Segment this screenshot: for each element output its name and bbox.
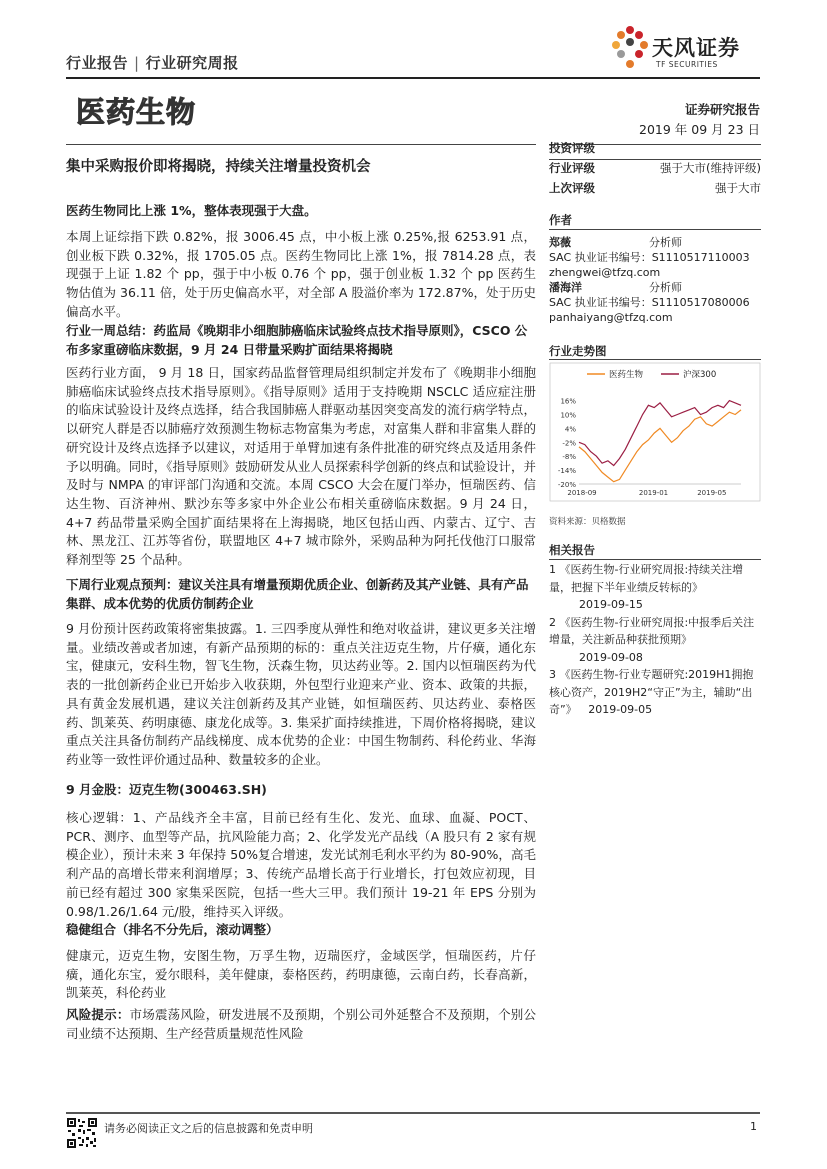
header-divider xyxy=(66,77,760,79)
section-risk xyxy=(66,1006,536,1043)
author-email[interactable]: zhengwei@tfzq.com xyxy=(549,266,661,279)
trend-divider xyxy=(549,359,761,360)
author-name: 潘海洋 xyxy=(549,281,582,294)
section-summary-body: 本周上证综指下跌 0.82%，报 3006.45 点，中小板上涨 0.25%,报 6253.91 点，创业板下跌 0.32%，报 1705.05 点。医药生物同比上涨 1%，报 7814.28 点，表现强于上证 1.82 个 pp，强于中小板 0.76 个 pp，强于创业板 1.32 个 pp 医药生物估值为 36.11 倍，处于历史偏高水平，对全部 A 股溢价率为 172.87%，处于历史偏高水平。 xyxy=(66,229,536,319)
series-line xyxy=(579,410,741,482)
section-weekly-title: 行业一周总结：药监局《晚期非小细胞肺癌临床试验终点技术指导原则》，CSCO 公布多家重磅临床数据，9 月 24 日带量采购扩面结果将揭晓 xyxy=(66,323,528,357)
section-outlook-title: 下周行业观点预判：建议关注具有增量预期优质企业、创新药及其产业链、具有产品集群、成本优势的优质仿制药企业 xyxy=(66,577,529,611)
y-tick-label: -8% xyxy=(562,453,576,462)
author-role: 分析师 xyxy=(649,281,682,294)
headline: 集中采购报价即将揭晓，持续关注增量投资机会 xyxy=(66,159,371,175)
rating-value: 强于大市(维持评级) xyxy=(660,161,761,175)
y-tick-label: -20% xyxy=(557,481,576,489)
related-item-title: 2 《医药生物-行业研究周报:中报季后关注增量，关注新品种获批预期》 xyxy=(549,615,755,646)
rating-label: 上次评级 xyxy=(549,181,595,195)
risk-body: 市场震荡风险，研发进展不及预期，个别公司外延整合不及预期，个别公司业绩不达预期、生产经营质量规范性风险 xyxy=(66,1007,536,1041)
page-number: 1 xyxy=(750,1120,757,1133)
author-email[interactable]: panhaiyang@tfzq.com xyxy=(549,311,673,324)
related-block xyxy=(549,542,761,558)
subcategory-label: 行业研究周报 xyxy=(145,54,239,72)
category-label: 行业报告 xyxy=(66,54,129,72)
section-outlook-body: 9 月份预计医药政策将密集披露。1. 三四季度从弹性和绝对收益讲，建议更多关注增量。业绩改善或者加速，有新产品预期的标的：重点关注迈克生物，片仔癀，通化东宝，健康元，安科生物，智飞生物，沃森生物，贝达药业等。2. 国内以恒瑞医药为代表的一批创新药企业已开始步入收获期，外包型行业迎来产业、资本、政策的共振，具有黄金发展机遇，建议关注创新药及其产业链，如恒瑞医药、贝达药业、泰格医药、凯莱英、药明康德、康龙化成等。3. 集采扩面持续推进，下周价格将揭晓，建议重点关注具备仿制药产品线梯度、成本优势的企业：中国生物制药、科伦药业、华海药业等一致性评价通过品种、数量较多的企业。 xyxy=(66,621,536,767)
rating-divider xyxy=(549,159,761,160)
trend-chart xyxy=(549,362,761,502)
author-cert: SAC 执业证书编号：S1110517080006 xyxy=(549,296,750,309)
x-tick-label: 2019-01 xyxy=(638,489,669,497)
series-line xyxy=(579,401,741,466)
rating-label: 行业评级 xyxy=(549,161,595,175)
author-entry xyxy=(549,280,761,325)
related-item-date: 2019-09-05 xyxy=(588,703,653,716)
related-title: 相关报告 xyxy=(549,543,595,557)
related-item-title: 1 《医药生物-行业研究周报:持续关注增量，把握下半年业绩反转标的》 xyxy=(549,563,744,594)
related-item[interactable] xyxy=(549,561,761,614)
author-entry xyxy=(549,235,761,280)
author-cert: SAC 执业证书编号：S1110517110003 xyxy=(549,251,750,264)
rating-block xyxy=(549,140,761,196)
related-item-title: 3 《医药生物-行业专题研究:2019H1拥抱核心资产，2019H2“守正”为主，辅助“出奇”》 xyxy=(549,668,754,716)
y-tick-label: -2% xyxy=(562,439,576,448)
rating-value: 强于大市 xyxy=(715,181,761,195)
y-tick-label: -14% xyxy=(557,467,576,476)
x-tick-label: 2019-05 xyxy=(697,489,727,497)
related-item-date: 2019-09-15 xyxy=(579,598,643,611)
trend-title: 行业走势图 xyxy=(549,344,607,358)
y-tick-label: 4% xyxy=(564,425,576,434)
section-pick-title: 9 月金股：迈克生物(300463.SH) xyxy=(66,782,267,797)
report-type: 证券研究报告 xyxy=(684,102,760,117)
legend-label: 医药生物 xyxy=(609,370,644,380)
brand-logo xyxy=(608,24,768,76)
authors-block xyxy=(549,212,761,228)
risk-label: 风险提示： xyxy=(66,1007,130,1022)
author-role: 分析师 xyxy=(649,236,682,249)
brand-name-cn: 天风证券 xyxy=(652,36,740,60)
related-item[interactable] xyxy=(549,614,761,667)
y-tick-label: 10% xyxy=(560,411,576,420)
rating-row xyxy=(549,180,761,196)
section-summary-title: 医药生物同比上涨 1%，整体表现强于大盘。 xyxy=(66,203,317,218)
sector-title: 医药生物 xyxy=(76,95,197,129)
brand-name-en: TF SECURITIES xyxy=(656,60,718,69)
rating-row xyxy=(549,160,761,176)
related-list xyxy=(549,561,761,719)
related-item[interactable] xyxy=(549,666,761,719)
report-category xyxy=(66,52,239,73)
section-portfolio-title: 稳健组合（排名不分先后，滚动调整） xyxy=(66,922,279,937)
trend-block xyxy=(549,343,761,359)
footer-disclaimer[interactable]: 请务必阅读正文之后的信息披露和免责申明 xyxy=(104,1122,313,1135)
brand-logo-icon xyxy=(608,24,652,76)
category-separator: | xyxy=(134,54,140,72)
x-tick-label: 2018-09 xyxy=(567,489,597,497)
author-name: 郑薇 xyxy=(549,236,571,249)
section-pick-body: 核心逻辑：1、产品线齐全丰富，目前已经有生化、发光、血球、血凝、POCT、PCR、测序、血型等产品，抗风险能力高；2、化学发光产品线（A 股只有 2 家有规模企业），预计未来 3 年保持 50%复合增速，发光试剂毛利水平约为 80-90%，高毛利产品的高增长带来利润增厚；3、传统产品增长高于行业增长，打包效应初现，目前已经有超过 300 家集采医院，包括一些大三甲。我们预计 19-21 年 EPS 分别为 0.98/1.26/1.64 元/股，维持买入评级。 xyxy=(66,810,536,919)
authors-divider xyxy=(549,229,761,230)
y-tick-label: 16% xyxy=(560,397,576,406)
chart-source: 资料来源：贝格数据 xyxy=(549,517,626,527)
footer-divider xyxy=(66,1112,760,1114)
section-portfolio-body: 健康元，迈克生物，安图生物，万孚生物，迈瑞医疗，金域医学，恒瑞医药，片仔癀，通化东宝，爱尔眼科，美年健康，泰格医药，药明康德，云南白药，长春高新，凯莱英，科伦药业 xyxy=(66,948,536,1001)
authors-title: 作者 xyxy=(549,213,572,227)
section-weekly-body: 医药行业方面， 9 月 18 日，国家药品监督管理局组织制定并发布了《晚期非小细胞肺癌临床试验终点技术指导原则》。《指导原则》适用于支持晚期 NSCLC 适应症注册的临床试验设计及终点选择，结合我国肺癌人群驱动基因突变高发的流行病学特点，以研究人群是否以肺癌疗效预测生物标志物富集为考虑，对富集人群和非富集人群的研究设计及终点选择予以建议，对适用于单臂加速有条件批准的研究终点及适用条件予以明确。同时，《指导原则》鼓励研发从业人员探索科学创新的终点和试验设计，并及时与 NMPA 的审评部门沟通和交流。本周 CSCO 大会在厦门举办，恒瑞医药、信达生物、百济神州、默沙东等多家中外企业公布相关重磅临床数据。9 月 24 日，4+7 药品带量采购全国扩面结果将在上海揭晓，地区包括山西、内蒙古、辽宁、吉林、黑龙江、江苏等省份，联盟地区 4+7 城市除外，采购品种为阿托伐他汀口服常释剂型等 25 个品种。 xyxy=(66,365,536,568)
qr-code-icon xyxy=(66,1117,98,1149)
legend-label: 沪深300 xyxy=(683,370,717,380)
related-divider xyxy=(549,559,761,560)
report-date: 2019 年 09 月 23 日 xyxy=(639,122,760,137)
rating-title: 投资评级 xyxy=(549,141,595,155)
headline-divider xyxy=(66,144,536,145)
related-item-date: 2019-09-08 xyxy=(579,650,643,664)
